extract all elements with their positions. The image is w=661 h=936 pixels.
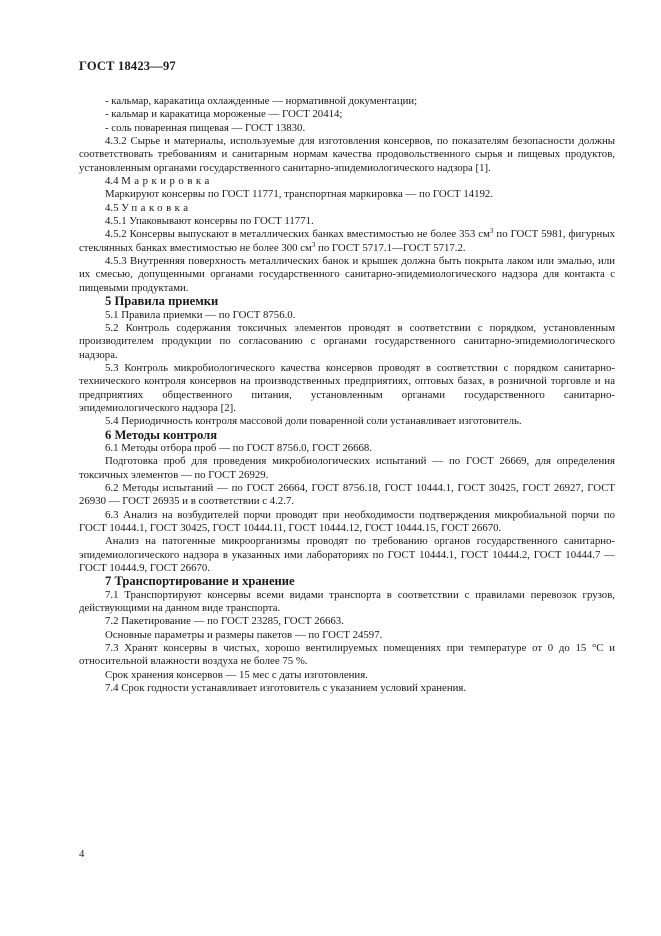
subsection-number: 4.4	[105, 175, 119, 188]
paragraph: 5.3 Контроль микробиологического качества консервов проводят в соответствии с порядком санитарно-технического контроля консервов на производственных предприятиях, оптовых базах, в розничной торговле и на предприятиях общественного питания, установленным органами государственного санитарно-эпидемиологического надзора [2].	[79, 361, 615, 414]
paragraph: 7.2 Пакетирование — по ГОСТ 23285, ГОСТ 26663.	[105, 615, 344, 628]
paragraph: 5.4 Периодичность контроля массовой доли поваренной соли устанавливает изготовитель.	[105, 415, 522, 428]
paragraph: 5.2 Контроль содержания токсичных элементов проводят в соответствии с порядком, установленным производителем продукции по согласованию с органами государственного санитарно-эпидемиологического надзора.	[79, 321, 615, 361]
document-body	[79, 95, 615, 695]
paragraph: 4.5.1 Упаковывают консервы по ГОСТ 11771.	[105, 215, 314, 228]
paragraph: 4.5.3 Внутренняя поверхность металлических банок и крышек должна быть покрыта лаком или эмалью, или их смесью, допущенными органами государственного санитарно-эпидемиологического надзора для контакта с пищевыми продуктами.	[79, 255, 615, 294]
subsection-number: 4.5	[105, 201, 119, 214]
paragraph: 5.1 Правила приемки — по ГОСТ 8756.0.	[105, 308, 296, 321]
paragraph: 6.3 Анализ на возбудителей порчи проводят при необходимости подтверждения микробиальной порчи по ГОСТ 10444.1, ГОСТ 30425, ГОСТ 10444.11, ГОСТ 10444.12, ГОСТ 10444.15, ГОСТ 26670.	[79, 508, 615, 534]
section-heading: 6 Методы контроля	[105, 427, 218, 442]
superscript: 3	[311, 240, 316, 249]
subsection-heading	[79, 175, 615, 188]
superscript: 3	[489, 227, 494, 236]
page-header-title: ГОСТ 18423—97	[79, 59, 176, 73]
paragraph: Анализ на патогенные микроорганизмы проводят по требованию органов государственного санитарно-эпидемиологического надзора в указанных ими лабораториях по ГОСТ 10444.1, ГОСТ 10444.2, ГОСТ 10444.7 — ГОСТ 10444.9, ГОСТ 26670.	[79, 535, 615, 575]
subsection-title: Маркировка	[121, 175, 213, 188]
list-item: - кальмар и каракатица мороженые — ГОСТ 20414;	[105, 108, 343, 121]
paragraph	[79, 228, 615, 255]
list-item: - кальмар, каракатица охлажденные — нормативной документации;	[105, 95, 418, 107]
paragraph: 7.1 Транспортируют консервы всеми видами транспорта в соответствии с правилами перевозок грузов, действующими на данном виде транспорта.	[79, 588, 615, 615]
paragraph: 4.3.2 Сырье и материалы, используемые для изготовления консервов, по показателям безопасности должны соответствовать требованиям и санитарным нормам качества продовольственного сырья и пищевых продуктов, установленным органами государственного санитарно-эпидемиологического надзора [1].	[79, 135, 615, 174]
paragraph: 7.3 Хранят консервы в чистых, хорошо вентилируемых помещениях при температуре от 0 до 15 °С и относительной влажности воздуха не более 75 %.	[79, 642, 615, 668]
list-item: - соль поваренная пищевая — ГОСТ 13830.	[105, 121, 306, 134]
paragraph: 6.2 Методы испытаний — по ГОСТ 26664, ГОСТ 8756.18, ГОСТ 10444.1, ГОСТ 30425, ГОСТ 26927, ГОСТ 26930 — ГОСТ 26935 и в соответствии с 4.2.7.	[79, 481, 615, 508]
paragraph: Срок хранения консервов — 15 мес с даты изготовления.	[105, 668, 368, 681]
paragraph: 7.4 Срок годности устанавливает изготовитель с указанием условий хранения.	[105, 682, 467, 695]
paragraph: 6.1 Методы отбора проб — по ГОСТ 8756.0, ГОСТ 26668.	[105, 441, 373, 454]
text-run: 4.5.2 Консервы выпускают в металлических банках вместимостью не более 353 см	[105, 228, 490, 241]
text-run: по ГОСТ 5981, фигурных стеклянных банках вместимостью не более 300 см	[79, 228, 615, 254]
subsection-title: Упаковка	[121, 201, 192, 214]
paragraph: Подготовка проб для проведения микробиологических испытаний — по ГОСТ 26669, для определения токсичных элементов — по ГОСТ 26929.	[79, 455, 615, 481]
paragraph: Маркируют консервы по ГОСТ 11771, транспортная маркировка — по ГОСТ 14192.	[105, 188, 494, 201]
paragraph: Основные параметры и размеры пакетов — по ГОСТ 24597.	[105, 628, 383, 641]
page-number: 4	[79, 848, 85, 860]
text-run: по ГОСТ 5717.1—ГОСТ 5717.2.	[315, 241, 466, 254]
section-heading: 7 Транспортирование и хранение	[105, 574, 295, 589]
subsection-heading	[79, 202, 615, 215]
section-heading: 5 Правила приемки	[105, 294, 219, 309]
